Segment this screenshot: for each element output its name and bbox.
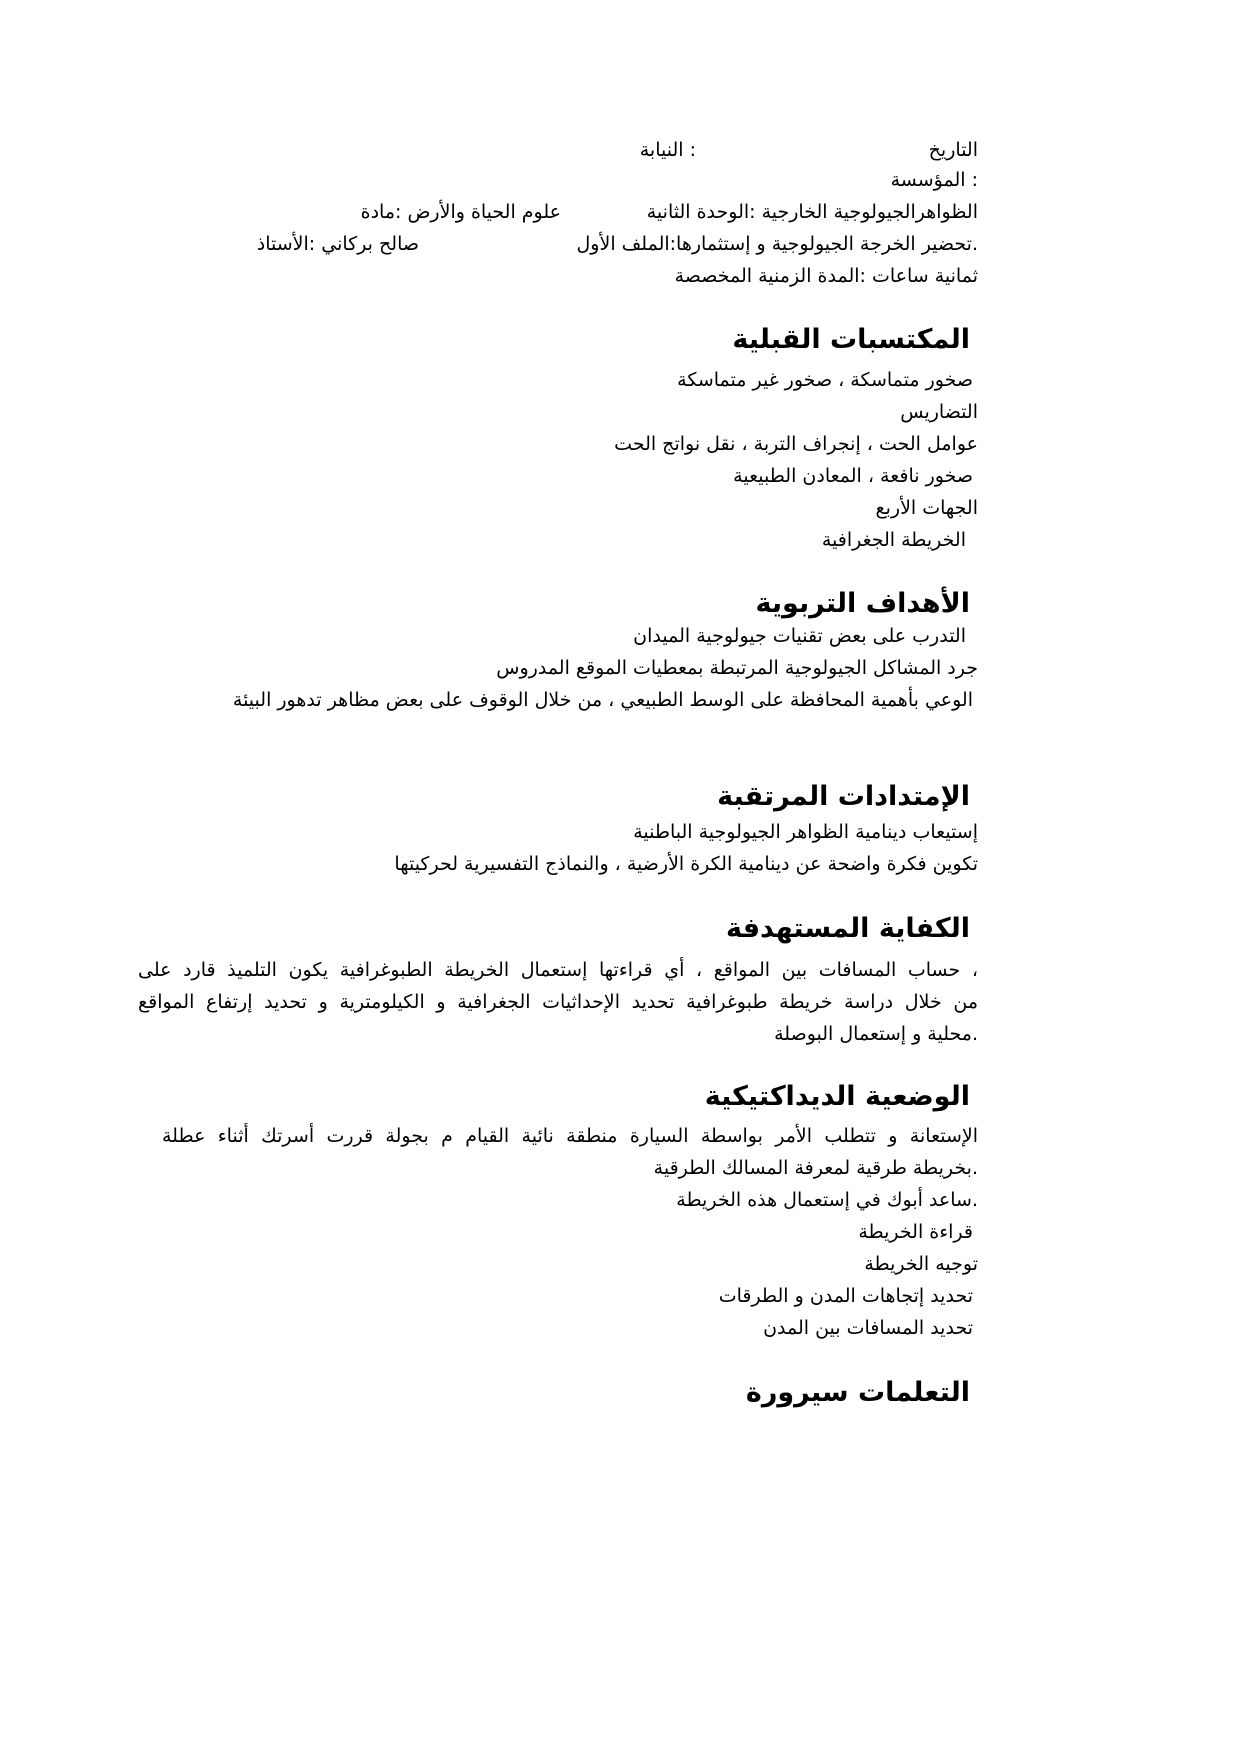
prior-knowledge-item: صخور نافعة ، المعادن الطبيعية bbox=[733, 465, 973, 487]
file-line: .تحضير الخرجة الجيولوجية و إستثمارها:الملف الأول bbox=[576, 233, 978, 255]
competency-heading: الكفاية المستهدفة bbox=[725, 913, 970, 944]
prior-knowledge-heading: المكتسبات القبلية bbox=[732, 324, 970, 355]
unit-line: الظواهرالجيولوجية الخارجية :الوحدة الثانية bbox=[646, 201, 978, 223]
prior-knowledge-item: الجهات الأربع bbox=[875, 497, 978, 519]
situation-line: الإستعانة و تتطلب الأمر بواسطة السيارة منطقة نائية القيام م بجولة قررت أسرتك أثناء عطلة bbox=[162, 1125, 978, 1147]
institution-label: : المؤسسة bbox=[890, 169, 978, 191]
prior-knowledge-item: التضاريس bbox=[900, 401, 978, 423]
situation-line: .بخريطة طرقية لمعرفة المسالك الطرقية bbox=[653, 1157, 978, 1179]
situation-task: تحديد إتجاهات المدن و الطرقات bbox=[718, 1285, 973, 1307]
duration-line: ثمانية ساعات :المدة الزمنية المخصصة bbox=[674, 265, 978, 287]
subject-line: علوم الحياة والأرض :مادة bbox=[360, 201, 561, 223]
prior-knowledge-item: صخور متماسكة ، صخور غير متماسكة bbox=[677, 369, 973, 391]
prior-knowledge-item: عوامل الحت ، إنجراف التربة ، نقل نواتج الحت bbox=[614, 433, 978, 455]
objective-item: التدرب على بعض تقنيات جيولوجية الميدان bbox=[633, 625, 966, 647]
competency-line: من خلال دراسة خريطة طبوغرافية تحديد الإحداثيات الجغرافية و الكيلومترية و تحديد إرتفاع المواقع bbox=[138, 991, 978, 1013]
extension-item: إستيعاب دينامية الظواهر الجيولوجية الباطنية bbox=[633, 821, 978, 843]
teacher-line: صالح بركاني :الأستاذ bbox=[256, 233, 419, 255]
objective-item: جرد المشاكل الجيولوجية المرتبطة بمعطيات الموقع المدروس bbox=[496, 657, 978, 679]
district-label: : النيابة bbox=[639, 139, 696, 161]
competency-line: .محلية و إستعمال البوصلة bbox=[774, 1023, 978, 1045]
extension-item: تكوين فكرة واضحة عن دينامية الكرة الأرضية ، والنماذج التفسيرية لحركيتها bbox=[394, 853, 978, 875]
date-label: التاريخ bbox=[928, 139, 978, 161]
objective-item: الوعي بأهمية المحافظة على الوسط الطبيعي ، من خلال الوقوف على بعض مظاهر تدهور البيئة bbox=[232, 689, 973, 711]
situation-task: توجيه الخريطة bbox=[864, 1253, 978, 1275]
situation-task: تحديد المسافات بين المدن bbox=[763, 1317, 973, 1339]
process-heading: التعلمات سيرورة bbox=[745, 1377, 970, 1408]
situation-line: .ساعد أبوك في إستعمال هذه الخريطة bbox=[676, 1189, 978, 1211]
objectives-heading: الأهداف التربوية bbox=[755, 588, 970, 619]
situation-task: قراءة الخريطة bbox=[858, 1221, 973, 1243]
competency-line: ، حساب المسافات بين المواقع ، أي قراءتها إستعمال الخريطة الطبوغرافية يكون التلميذ قارد على bbox=[138, 959, 978, 981]
situation-heading: الوضعية الديداكتيكية bbox=[704, 1081, 970, 1112]
extensions-heading: الإمتدادات المرتقبة bbox=[717, 781, 970, 812]
prior-knowledge-item: الخريطة الجغرافية bbox=[821, 529, 966, 551]
